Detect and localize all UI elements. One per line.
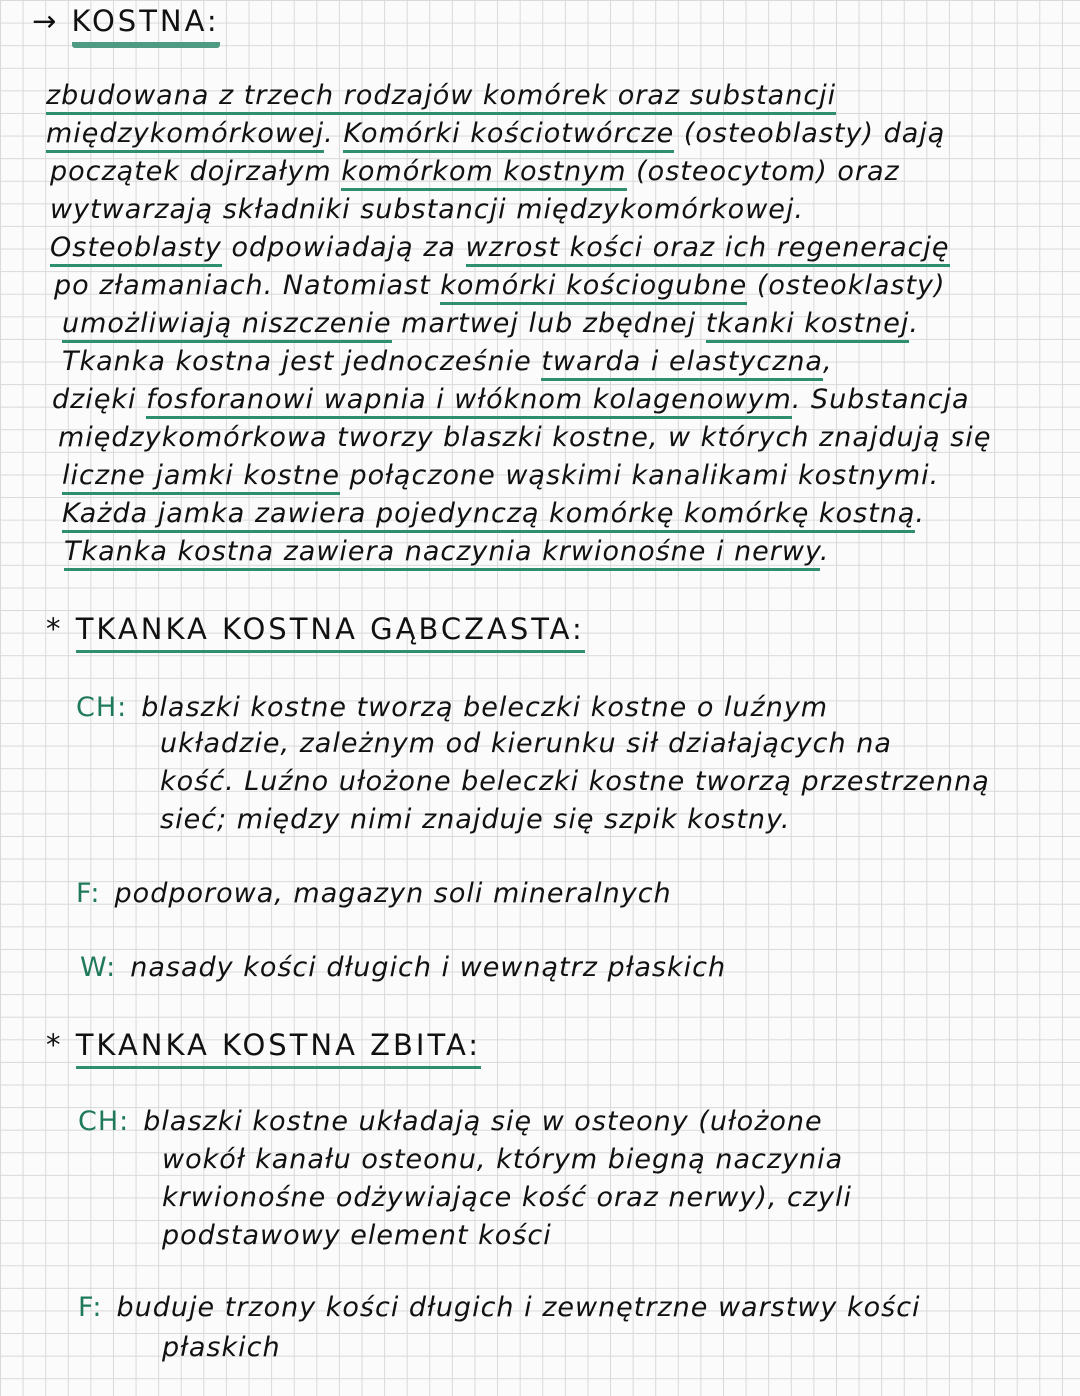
text-line	[162, 1144, 843, 1175]
text-span: wytwarzają składniki substancji międzykomórkowej.	[50, 194, 804, 225]
text-line	[50, 194, 804, 225]
text-span: podstawowy element kości	[162, 1220, 552, 1251]
text-span: wokół kanału osteonu, którym biegną naczynia	[162, 1144, 844, 1175]
field-label: F:	[76, 878, 101, 909]
bullet-asterisk-icon: *	[46, 612, 64, 646]
underlined-phrase: umożliwiają niszczenie	[62, 308, 392, 343]
text-span: układzie, zależnym od kierunku sił działających na	[160, 728, 892, 759]
text-line	[64, 536, 829, 567]
field-label: CH:	[78, 1106, 130, 1137]
bullet-asterisk-icon: *	[46, 1028, 64, 1062]
underlined-phrase: liczne jamki kostne	[62, 460, 340, 495]
underlined-phrase: wzrost kości oraz ich regenerację	[466, 232, 950, 267]
text-span: płaskich	[162, 1332, 281, 1363]
text-span: .	[915, 498, 925, 529]
underlined-phrase: Tkanka kostna zawiera naczynia krwionośne i nerwy	[64, 536, 820, 571]
text-span: krwionośne odżywiające kość oraz nerwy), czyli	[162, 1182, 853, 1213]
text-line	[62, 498, 925, 529]
text-span: . Substancja	[791, 384, 970, 415]
text-line	[78, 1106, 823, 1137]
field-label: W:	[80, 952, 117, 983]
text-line	[162, 1182, 852, 1213]
heading-text: TKANKA KOSTNA ZBITA:	[76, 1028, 481, 1069]
section-heading-spongy	[46, 612, 585, 646]
text-line	[160, 728, 892, 759]
text-line	[52, 384, 970, 415]
text-span: dzięki	[52, 384, 147, 415]
text-span: .	[819, 536, 830, 567]
underlined-phrase: komórki kościogubne	[440, 270, 747, 305]
text-span: (osteoblasty) dają	[674, 118, 946, 149]
text-line	[58, 422, 991, 453]
underlined-phrase: zbudowana z trzech rodzajów komórek oraz substancji	[46, 80, 836, 115]
text-span: Tkanka kostna jest jednocześnie	[62, 346, 542, 377]
text-line	[160, 804, 791, 835]
text-span: połączone wąskimi kanalikami kostnymi.	[339, 460, 940, 491]
text-span: martwej lub zbędnej	[391, 308, 706, 339]
text-span: buduje trzony kości długich i zewnętrzne warstwy kości	[116, 1292, 921, 1323]
underlined-phrase: tkanki kostnej	[706, 308, 910, 343]
text-line	[50, 232, 950, 263]
text-span: blaszki kostne układają się w osteony (ułożone	[143, 1106, 823, 1137]
text-span: kość. Luźno ułożone beleczki kostne tworzą przestrzenną	[160, 766, 990, 797]
underlined-phrase: Komórki kościotwórcze	[343, 118, 674, 153]
field-label: CH:	[76, 692, 128, 723]
text-span: nasady kości długich i wewnątrz płaskich	[130, 952, 727, 983]
text-line	[76, 878, 672, 909]
text-line	[160, 766, 990, 797]
section-heading-compact	[46, 1028, 481, 1062]
text-line	[50, 156, 900, 187]
text-line	[62, 346, 833, 377]
text-span: po złamaniach. Natomiast	[54, 270, 441, 301]
title-text: KOSTNA:	[72, 4, 220, 48]
field-label: F:	[78, 1292, 103, 1323]
heading-text: TKANKA KOSTNA GĄBCZASTA:	[76, 612, 585, 653]
text-line	[162, 1332, 281, 1363]
text-span: odpowiadają za	[221, 232, 466, 263]
text-span: sieć; między nimi znajduje się szpik kostny.	[160, 804, 791, 835]
underlined-phrase: fosforanowi wapnia i włóknom kolagenowym	[146, 384, 792, 419]
text-line	[46, 118, 945, 149]
underlined-phrase: twarda i elastyczna	[541, 346, 823, 381]
text-span: międzykomórkowa tworzy blaszki kostne, w których znajdują się	[58, 422, 992, 453]
text-line	[62, 308, 919, 339]
text-span: .	[324, 118, 344, 149]
text-line	[76, 692, 828, 723]
text-span: (osteoklasty)	[747, 270, 946, 301]
text-span: podporowa, magazyn soli mineralnych	[114, 878, 672, 909]
text-span: początek dojrzałym	[50, 156, 342, 187]
underlined-phrase: międzykomórkowej	[46, 118, 324, 153]
text-line	[162, 1220, 552, 1251]
text-span: blaszki kostne tworzą beleczki kostne o luźnym	[141, 692, 829, 723]
underlined-phrase: komórkom kostnym	[341, 156, 626, 191]
text-line	[80, 952, 726, 983]
text-line	[62, 460, 939, 491]
text-span: .	[909, 308, 919, 339]
underlined-phrase: Osteoblasty	[50, 232, 222, 267]
text-line	[54, 270, 946, 301]
arrow-icon: →	[32, 4, 60, 38]
note-title	[32, 4, 220, 38]
text-line	[78, 1292, 921, 1323]
text-span: (osteocytom) oraz	[626, 156, 900, 187]
underlined-phrase: Każda jamka zawiera pojedynczą komórkę komórkę kostną	[62, 498, 915, 533]
text-line	[46, 80, 836, 111]
text-span: ,	[822, 346, 833, 377]
